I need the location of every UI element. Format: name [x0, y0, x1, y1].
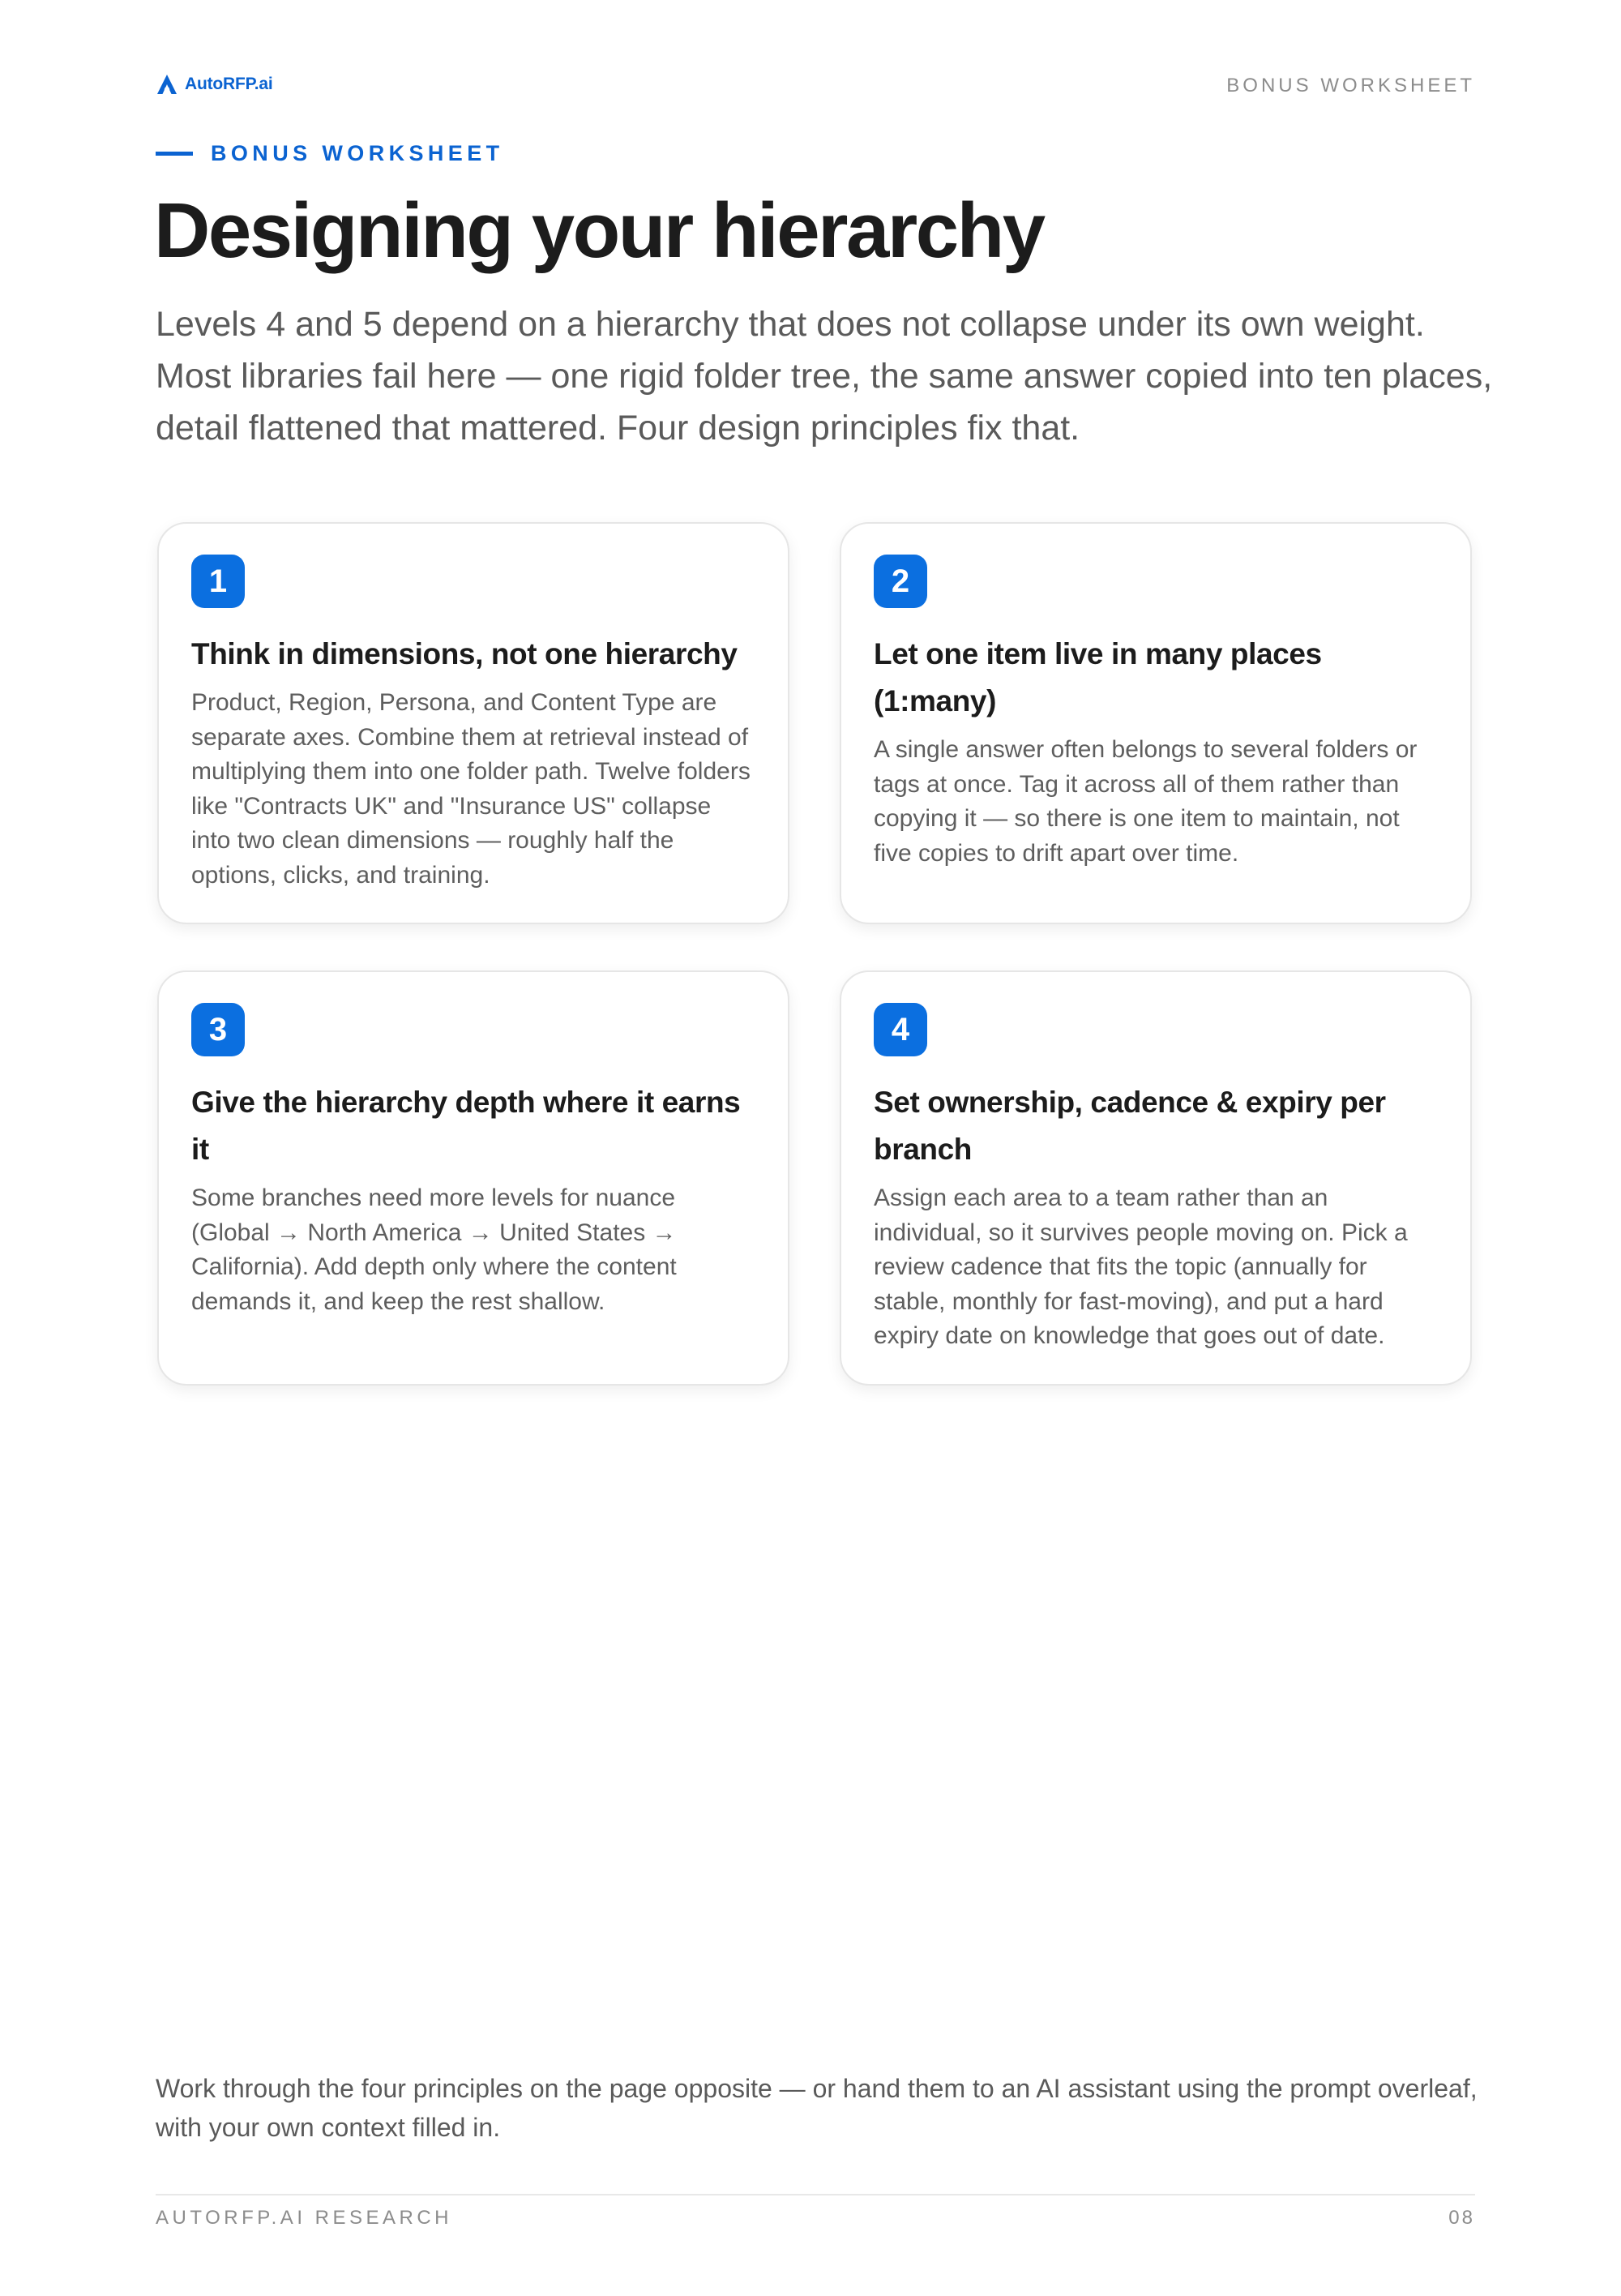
brand-name: AutoRFP.ai	[185, 75, 273, 93]
principle-body: Assign each area to a team rather than an individual, so it survives people moving on. Pick a review cadence that fits the topic (annually for stable, monthly for fast-moving), and put a hard expiry date on knowledge that goes out of date.	[874, 1184, 1408, 1349]
eyebrow	[156, 141, 504, 166]
footer-note: Work through the four principles on the page opposite — or hand them to an AI assistant using the prompt overleaf, with your own context filled in.	[156, 2074, 1478, 2142]
intro-paragraph: Levels 4 and 5 depend on a hierarchy that does not collapse under its own weight. Most libraries fail here — one rigid folder tree, the same answer copied into ten places, detail flattened that mattered. Four design principles fix that.	[156, 305, 1493, 448]
header-section-label: BONUS WORKSHEET	[1226, 75, 1475, 96]
principle-card-3	[157, 970, 789, 1386]
principle-card-2	[840, 522, 1472, 924]
footer-divider	[156, 2194, 1475, 2195]
principle-title: Set ownership, cadence & expiry per branch	[874, 1086, 1386, 1166]
principle-body: Product, Region, Persona, and Content Type are separate axes. Combine them at retrieval instead of multiplying them into one folder path. Twelve folders like "Contracts UK" and "Insurance US" collapse into two clean dimensions — roughly half the options, clicks, and training.	[191, 689, 751, 889]
page-header	[156, 70, 1475, 102]
brand-logo	[156, 73, 272, 96]
eyebrow-rule	[156, 152, 193, 156]
principle-title: Give the hierarchy depth where it earns it	[191, 1086, 741, 1166]
principle-card-4	[840, 970, 1472, 1386]
principle-body: Some branches need more levels for nuance (Global → North America → United States → California). Add depth only where the content demands it, and keep the rest shallow.	[191, 1184, 677, 1315]
page-title: Designing your hierarchy	[154, 187, 1044, 274]
principle-card-1	[157, 522, 789, 924]
principle-number-badge: 3	[191, 1003, 245, 1056]
eyebrow-label: BONUS WORKSHEET	[211, 141, 504, 165]
principle-title: Let one item live in many places (1:many)	[874, 637, 1322, 718]
autorfp-logo-icon	[156, 73, 178, 96]
footer-publisher: AUTORFP.AI RESEARCH	[156, 2207, 453, 2229]
page-number: 08	[1448, 2207, 1475, 2229]
principle-number-badge: 4	[874, 1003, 927, 1056]
principle-body: A single answer often belongs to several folders or tags at once. Tag it across all of them rather than copying it — so there is one item to maintain, not five copies to drift apart over time.	[874, 736, 1418, 867]
principle-number-badge: 2	[874, 555, 927, 608]
principle-title: Think in dimensions, not one hierarchy	[191, 637, 738, 670]
principle-number-badge: 1	[191, 555, 245, 608]
